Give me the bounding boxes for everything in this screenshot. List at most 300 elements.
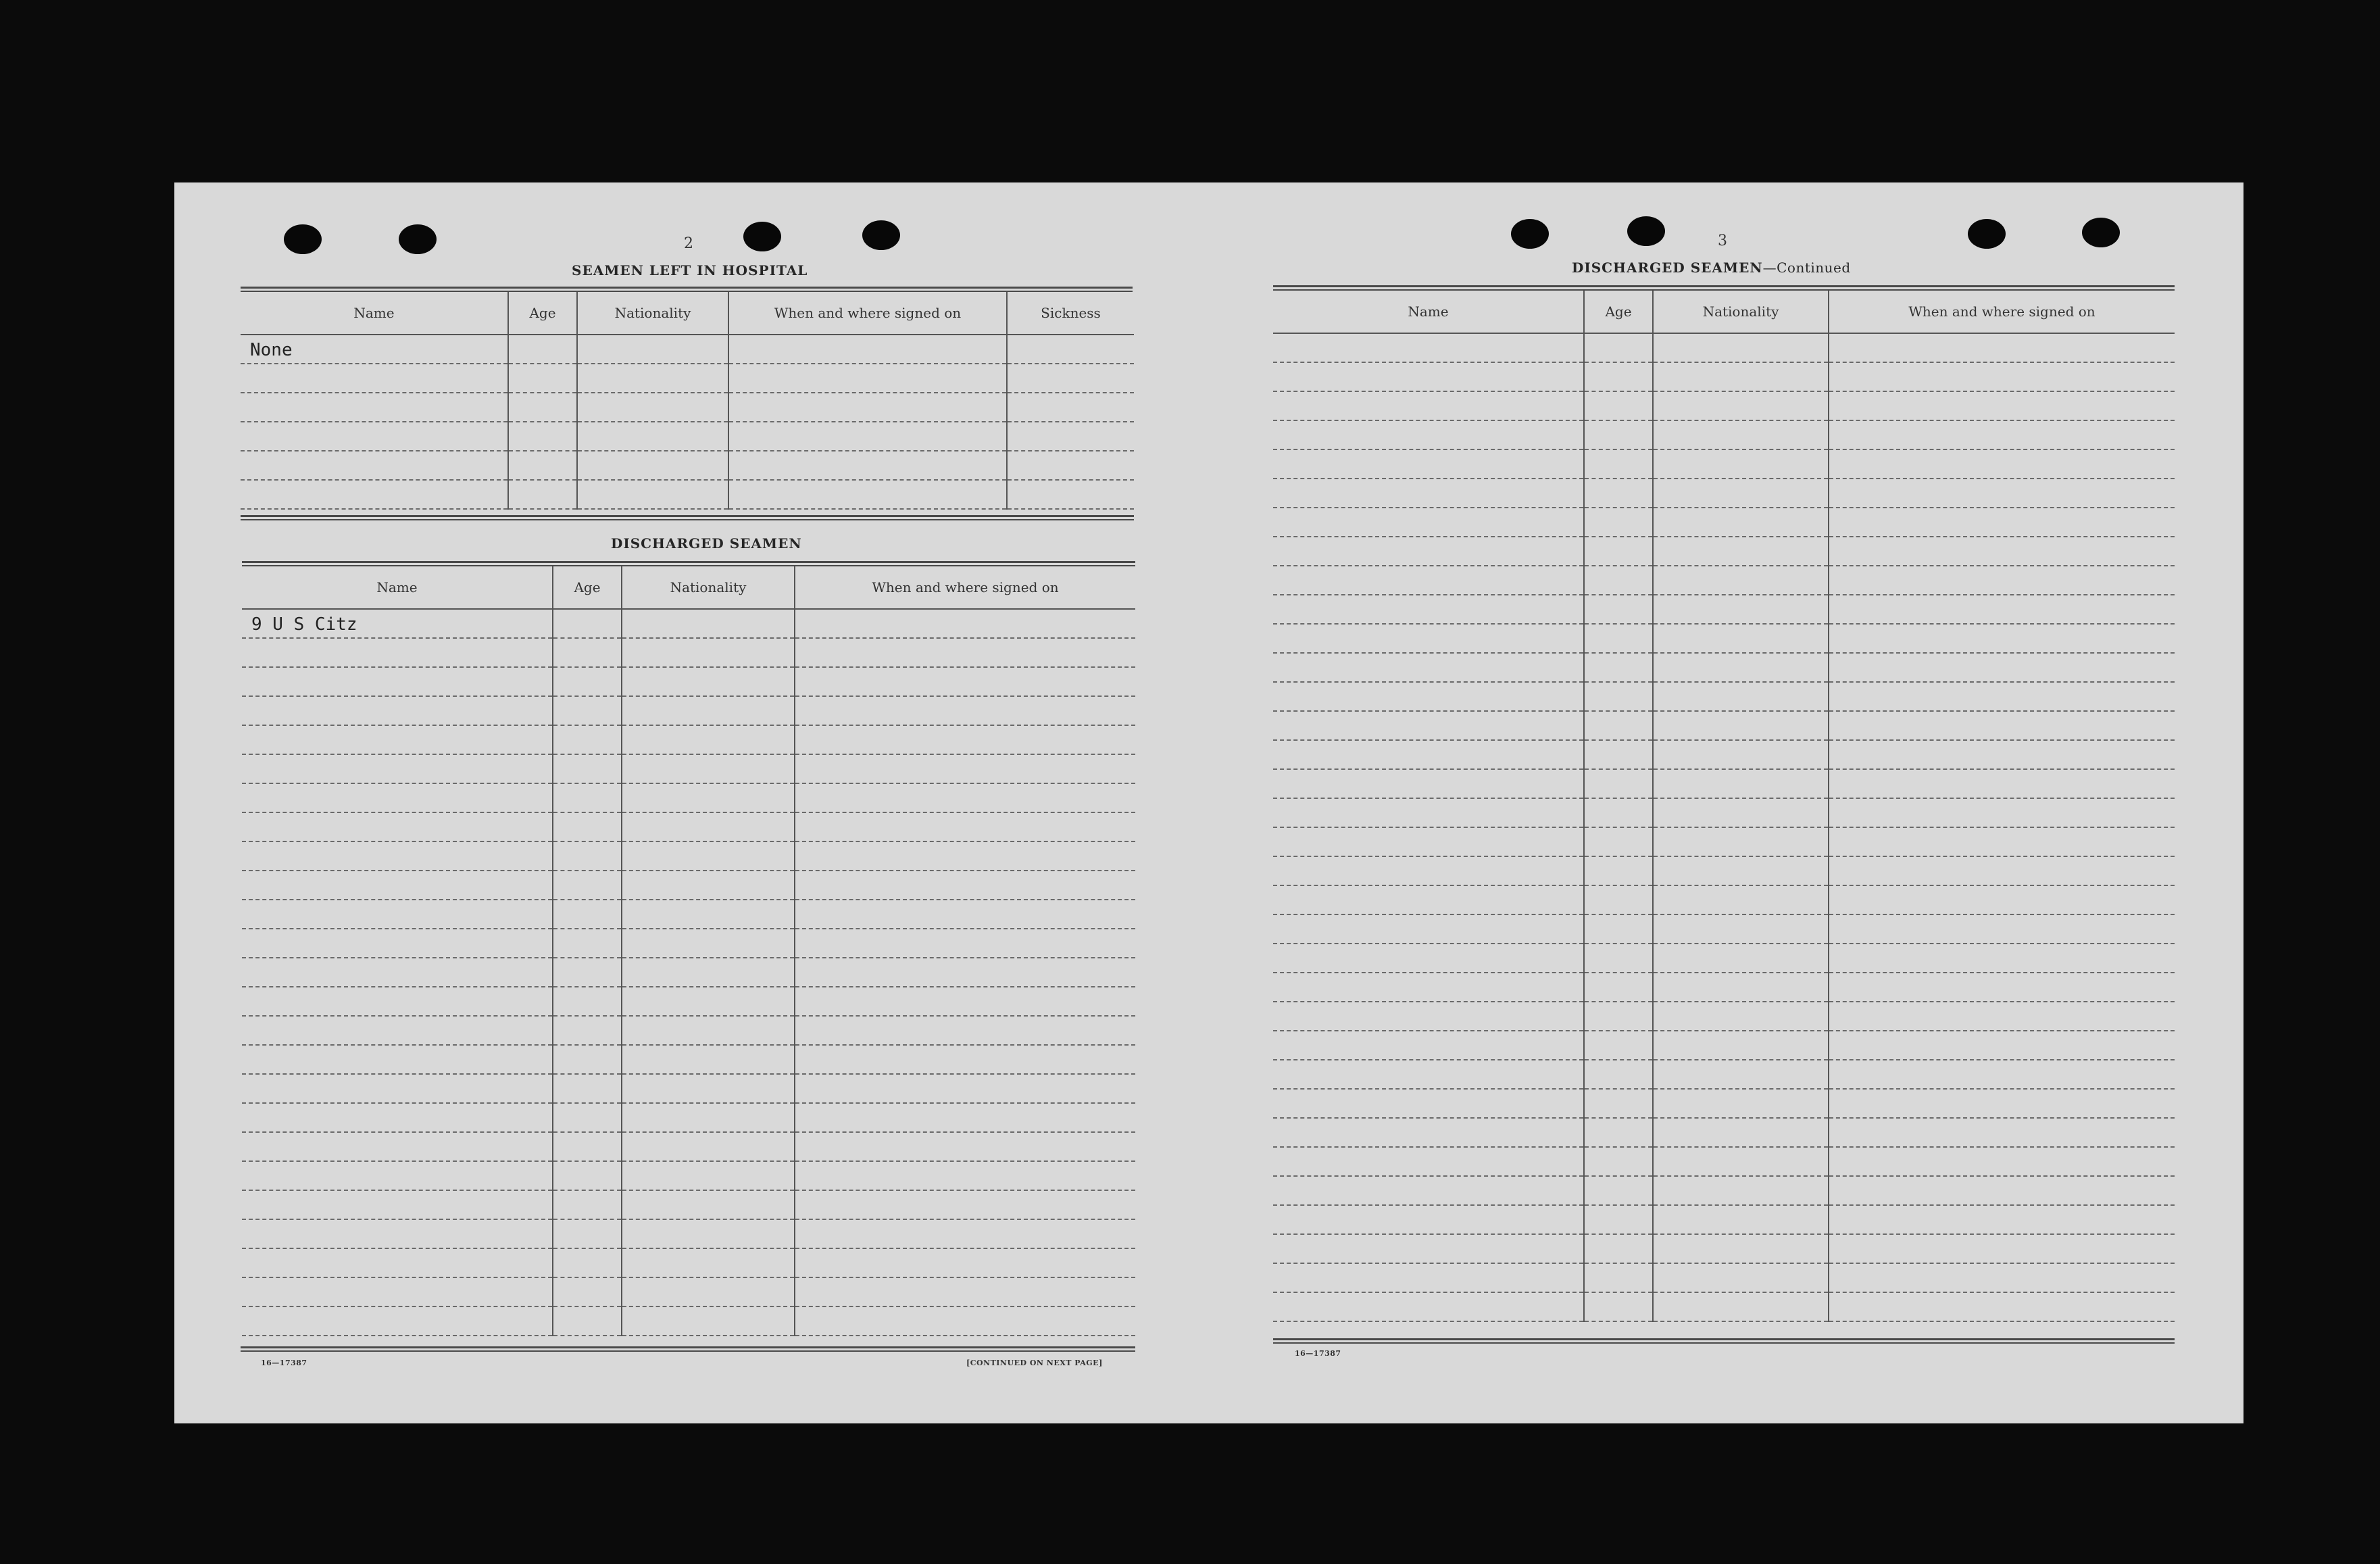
table-cell — [795, 1074, 1135, 1103]
cell-entry — [1273, 1081, 1283, 1083]
cell-entry — [553, 833, 563, 836]
cell-entry — [242, 1327, 251, 1330]
table-cell — [1829, 885, 2175, 914]
cell-entry — [1585, 1226, 1594, 1229]
hospital-rows — [241, 335, 1134, 509]
cell-entry — [1654, 703, 1663, 706]
table-cell — [1829, 1292, 2175, 1321]
cell-entry — [241, 472, 250, 474]
cell-entry — [1654, 412, 1663, 415]
table-cell — [1653, 769, 1829, 798]
table-cell — [1584, 1002, 1653, 1031]
left-form-code: 16—17387 — [261, 1359, 307, 1367]
table-cell — [553, 1219, 622, 1248]
cell-entry — [553, 1298, 563, 1301]
cell-entry — [242, 891, 251, 894]
table-cell — [1273, 1263, 1584, 1292]
table-cell — [1653, 973, 1829, 1002]
right-page-number: 3 — [1718, 233, 1727, 249]
cell-entry — [795, 659, 805, 662]
cell-entry — [1829, 935, 1839, 938]
table-cell — [1829, 1089, 2175, 1118]
table-cell — [577, 393, 728, 422]
table-cell — [1273, 856, 1584, 885]
cell-entry — [622, 862, 632, 865]
table-cell — [1584, 1205, 1653, 1234]
table-cell — [1653, 798, 1829, 827]
table-cell — [728, 393, 1007, 422]
table-cell — [1653, 711, 1829, 740]
column-header: Nationality — [577, 292, 728, 335]
cell-entry — [553, 1211, 563, 1214]
table-cell — [1829, 827, 2175, 856]
cell-entry — [1008, 414, 1017, 416]
table-row — [1273, 362, 2175, 391]
table-cell — [1829, 391, 2175, 420]
punch-hole — [1511, 219, 1549, 249]
cell-entry — [1654, 1139, 1663, 1142]
table-cell — [622, 987, 795, 1016]
table-cell — [622, 929, 795, 958]
cell-entry — [795, 1298, 805, 1301]
table-cell — [622, 1248, 795, 1277]
table-cell — [795, 1132, 1135, 1161]
cell-entry — [1829, 1139, 1839, 1142]
cell-entry — [1829, 819, 1839, 822]
table-row — [1273, 914, 2175, 944]
table-cell — [242, 609, 553, 638]
column-header: When and where signed on — [1829, 291, 2175, 333]
cell-entry — [1273, 1284, 1283, 1287]
cell-entry — [795, 1327, 805, 1330]
cell-entry — [241, 414, 250, 416]
table-cell — [1007, 480, 1134, 509]
cell-entry — [1273, 1255, 1283, 1258]
punch-hole — [284, 224, 322, 254]
table-row — [242, 1306, 1135, 1336]
cell-entry — [1585, 1168, 1594, 1171]
table-cell — [242, 1016, 553, 1045]
table-row — [1273, 1147, 2175, 1176]
cell-entry — [795, 950, 805, 952]
cell-entry — [1654, 1284, 1663, 1287]
table-cell — [242, 812, 553, 841]
table-row — [242, 1103, 1135, 1132]
table-cell — [553, 1190, 622, 1219]
cell-entry — [622, 1124, 632, 1127]
cell-entry — [1585, 354, 1594, 357]
cell-entry — [1829, 848, 1839, 851]
table-cell — [1829, 1147, 2175, 1176]
table-cell — [1653, 944, 1829, 973]
table-cell — [577, 364, 728, 393]
table-cell — [1584, 1234, 1653, 1263]
cell-entry — [242, 1211, 251, 1214]
cell-entry — [578, 443, 587, 445]
table-cell — [1584, 479, 1653, 508]
table-cell — [1273, 1292, 1584, 1321]
cell-entry — [242, 1240, 251, 1243]
table-row — [1273, 653, 2175, 682]
cell-entry — [553, 1240, 563, 1243]
table-row — [241, 480, 1134, 509]
table-cell — [1829, 1234, 2175, 1263]
cell-entry — [1585, 906, 1594, 909]
cell-entry — [622, 688, 632, 691]
column-header: Name — [242, 566, 553, 609]
table-cell — [1273, 653, 1584, 682]
cell-entry — [1654, 1168, 1663, 1171]
table-cell — [241, 451, 508, 480]
table-cell — [1829, 1205, 2175, 1234]
table-cell — [622, 667, 795, 696]
table-cell — [553, 1248, 622, 1277]
table-cell — [553, 1306, 622, 1336]
cell-entry — [1273, 703, 1283, 706]
cell-entry — [1273, 1139, 1283, 1142]
table-row — [242, 812, 1135, 841]
table-cell — [241, 364, 508, 393]
table-cell — [1829, 595, 2175, 624]
discharged-header-row — [242, 566, 1135, 609]
cell-entry — [1273, 848, 1283, 851]
table-cell — [622, 638, 795, 667]
table-row — [1273, 769, 2175, 798]
table-cell — [1584, 420, 1653, 449]
table-cell — [1829, 711, 2175, 740]
table-cell — [1829, 1176, 2175, 1205]
cell-entry — [1829, 732, 1839, 735]
cell-entry — [242, 804, 251, 807]
table-cell — [622, 1190, 795, 1219]
cell-entry — [729, 385, 739, 387]
table-cell — [1829, 944, 2175, 973]
cell-entry — [1273, 558, 1283, 560]
cell-entry — [242, 659, 251, 662]
table-cell — [242, 1132, 553, 1161]
table-row — [242, 987, 1135, 1016]
cell-entry — [1829, 529, 1839, 531]
table-cell — [795, 1190, 1135, 1219]
table-cell — [242, 1161, 553, 1190]
table-cell — [1584, 624, 1653, 653]
cell-entry — [242, 1008, 251, 1010]
cell-entry — [241, 385, 250, 387]
cell-entry — [1273, 412, 1283, 415]
cell-entry — [1829, 616, 1839, 618]
table-cell — [242, 871, 553, 900]
table-cell — [1273, 566, 1584, 595]
table-cell — [1829, 333, 2175, 362]
cell-entry — [622, 1211, 632, 1214]
cell-entry — [1585, 645, 1594, 647]
cell-entry — [1585, 529, 1594, 531]
table-cell — [1273, 740, 1584, 769]
table-row — [1273, 479, 2175, 508]
table-cell — [1829, 1060, 2175, 1089]
cell-entry — [622, 1037, 632, 1040]
table-cell — [1653, 1234, 1829, 1263]
table-cell — [795, 1277, 1135, 1306]
cell-entry — [1008, 472, 1017, 474]
table-cell — [1829, 508, 2175, 537]
cell-entry — [242, 775, 251, 778]
hospital-table — [241, 292, 1134, 510]
table-cell — [1273, 769, 1584, 798]
table-cell — [508, 480, 577, 509]
cell-entry — [795, 1008, 805, 1010]
cell-entry — [795, 630, 805, 633]
table-cell — [553, 696, 622, 725]
cell-entry — [1654, 964, 1663, 967]
table-row — [242, 1161, 1135, 1190]
table-row — [242, 871, 1135, 900]
table-cell — [795, 841, 1135, 871]
ledger-sheet — [174, 182, 2243, 1423]
column-header: Name — [241, 292, 508, 335]
cell-entry — [1654, 732, 1663, 735]
cell-entry — [242, 862, 251, 865]
cell-entry — [1829, 1052, 1839, 1054]
cell-entry — [795, 891, 805, 894]
table-cell — [1829, 682, 2175, 711]
cell-entry — [1585, 470, 1594, 473]
table-cell — [242, 1219, 553, 1248]
cell-entry — [1273, 616, 1283, 618]
table-cell — [622, 1132, 795, 1161]
column-header: Name — [1273, 291, 1584, 333]
table-cell — [1584, 798, 1653, 827]
table-cell — [795, 871, 1135, 900]
hospital-top-rule — [241, 287, 1133, 289]
cell-entry — [1654, 499, 1663, 502]
table-cell — [1273, 420, 1584, 449]
table-cell — [1653, 827, 1829, 856]
table-cell — [1584, 362, 1653, 391]
table-cell — [553, 929, 622, 958]
cell-entry — [1008, 385, 1017, 387]
table-row — [1273, 420, 2175, 449]
cell-entry — [795, 979, 805, 981]
table-cell — [622, 1161, 795, 1190]
table-cell — [1829, 362, 2175, 391]
cell-entry — [622, 659, 632, 662]
cell-entry — [1654, 848, 1663, 851]
left-page-number: 2 — [684, 235, 693, 252]
table-row — [242, 1074, 1135, 1103]
cell-entry — [1585, 819, 1594, 822]
table-cell — [1829, 537, 2175, 566]
table-cell — [1584, 914, 1653, 944]
cell-entry — [1829, 761, 1839, 764]
cell-entry — [1273, 1052, 1283, 1054]
table-cell — [1653, 362, 1829, 391]
table-cell — [1273, 682, 1584, 711]
cell-entry — [1273, 1313, 1283, 1316]
column-header: Nationality — [622, 566, 795, 609]
table-cell — [795, 958, 1135, 987]
cell-entry — [1654, 1081, 1663, 1083]
cell-entry — [1585, 1139, 1594, 1142]
hospital-section-title: SEAMEN LEFT IN HOSPITAL — [572, 262, 808, 278]
table-cell — [1584, 973, 1653, 1002]
table-cell — [1653, 1147, 1829, 1176]
cell-entry — [1585, 761, 1594, 764]
table-row — [1273, 1060, 2175, 1089]
cell-entry — [622, 1298, 632, 1301]
cell-entry — [1654, 354, 1663, 357]
table-cell — [795, 1161, 1135, 1190]
table-cell — [728, 364, 1007, 393]
table-cell — [795, 1045, 1135, 1074]
cell-entry — [553, 1008, 563, 1010]
table-cell — [622, 1103, 795, 1132]
table-cell — [1273, 508, 1584, 537]
cell-entry — [1829, 703, 1839, 706]
cell-entry — [241, 443, 250, 445]
cell-entry — [795, 688, 805, 691]
cell-entry — [1829, 906, 1839, 909]
cell-entry — [1273, 354, 1283, 357]
cell-entry — [1654, 935, 1663, 938]
table-cell — [1584, 653, 1653, 682]
table-row — [242, 1219, 1135, 1248]
table-cell — [622, 1045, 795, 1074]
table-cell — [622, 1277, 795, 1306]
table-cell — [1584, 1176, 1653, 1205]
table-cell — [1584, 682, 1653, 711]
table-cell — [1584, 508, 1653, 537]
cell-entry — [1829, 587, 1839, 589]
table-row — [242, 725, 1135, 754]
cell-entry — [242, 1066, 251, 1069]
cell-entry — [622, 1240, 632, 1243]
table-cell — [1584, 449, 1653, 479]
table-cell — [795, 987, 1135, 1016]
table-cell — [553, 1161, 622, 1190]
table-cell — [1653, 1002, 1829, 1031]
cell-entry — [622, 775, 632, 778]
table-cell — [1273, 944, 1584, 973]
table-cell — [622, 754, 795, 783]
cell-entry — [1273, 964, 1283, 967]
cell-entry — [1273, 441, 1283, 444]
cell-entry — [795, 717, 805, 720]
table-cell — [1653, 449, 1829, 479]
table-cell — [1653, 1292, 1829, 1321]
table-cell — [242, 1045, 553, 1074]
table-row — [1273, 798, 2175, 827]
cell-entry — [622, 891, 632, 894]
table-cell — [622, 900, 795, 929]
table-row — [242, 1277, 1135, 1306]
cell-entry — [553, 921, 563, 923]
table-cell — [1273, 798, 1584, 827]
table-cell — [1584, 1147, 1653, 1176]
table-cell — [795, 609, 1135, 638]
table-cell — [553, 783, 622, 812]
table-row — [242, 609, 1135, 638]
table-cell — [1653, 1060, 1829, 1089]
table-cell — [728, 335, 1007, 364]
table-cell — [242, 1103, 553, 1132]
table-cell — [1653, 1118, 1829, 1147]
cell-entry — [1585, 1197, 1594, 1200]
discharged-continued-title-main: DISCHARGED SEAMEN — [1572, 260, 1763, 276]
cell-entry — [1654, 645, 1663, 647]
table-cell — [577, 335, 728, 364]
table-row — [242, 958, 1135, 987]
table-cell — [508, 451, 577, 480]
cell-entry — [1829, 1313, 1839, 1316]
cell-entry — [1585, 1284, 1594, 1287]
cell-entry — [1654, 906, 1663, 909]
cell-entry — [553, 950, 563, 952]
cell-entry — [1585, 935, 1594, 938]
table-cell — [1829, 973, 2175, 1002]
table-cell — [1653, 537, 1829, 566]
table-cell — [795, 1103, 1135, 1132]
cell-entry — [1654, 761, 1663, 764]
cell-entry — [509, 472, 518, 474]
punch-hole — [2082, 218, 2120, 247]
table-cell — [1653, 508, 1829, 537]
cell-entry — [553, 1095, 563, 1098]
cell-entry — [1654, 558, 1663, 560]
table-cell — [728, 480, 1007, 509]
cell-entry — [795, 862, 805, 865]
table-cell — [795, 667, 1135, 696]
table-row — [1273, 1031, 2175, 1060]
table-cell — [242, 638, 553, 667]
table-cell — [577, 422, 728, 451]
cell-entry — [1654, 1226, 1663, 1229]
table-row — [242, 696, 1135, 725]
table-cell — [795, 929, 1135, 958]
table-cell — [1653, 391, 1829, 420]
table-cell — [1273, 595, 1584, 624]
cell-entry — [1008, 356, 1017, 358]
cell-entry — [1829, 877, 1839, 880]
cell-entry — [509, 414, 518, 416]
table-cell — [622, 725, 795, 754]
cell-entry — [622, 1008, 632, 1010]
column-header: When and where signed on — [728, 292, 1007, 335]
table-cell — [622, 696, 795, 725]
cell-entry — [795, 1124, 805, 1127]
cell-entry — [1273, 383, 1283, 386]
table-row — [242, 1016, 1135, 1045]
cell-entry — [242, 1182, 251, 1185]
cell-entry — [553, 862, 563, 865]
cell-entry — [1585, 441, 1594, 444]
cell-entry — [553, 891, 563, 894]
table-cell — [242, 1248, 553, 1277]
cell-entry — [622, 804, 632, 807]
table-cell — [553, 1045, 622, 1074]
table-row — [1273, 537, 2175, 566]
table-cell — [622, 1074, 795, 1103]
table-row — [241, 335, 1134, 364]
table-cell — [795, 783, 1135, 812]
discharged-section-title: DISCHARGED SEAMEN — [611, 535, 802, 552]
cell-entry — [1829, 964, 1839, 967]
column-header: When and where signed on — [795, 566, 1135, 609]
cell-entry — [553, 775, 563, 778]
table-cell — [553, 900, 622, 929]
cell-entry — [241, 501, 250, 504]
table-cell — [1584, 1263, 1653, 1292]
